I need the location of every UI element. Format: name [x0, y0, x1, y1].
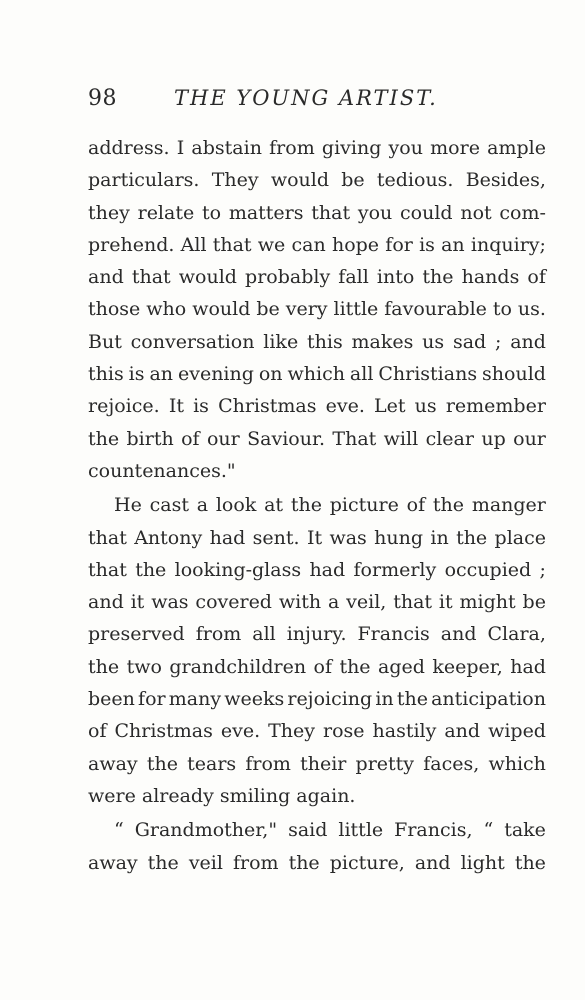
word: is [193, 395, 209, 418]
word: remember [445, 395, 546, 418]
line-text [114, 489, 546, 521]
word: that [393, 591, 433, 614]
word: our [206, 427, 240, 450]
line-text [88, 164, 546, 196]
word: hastily [372, 720, 437, 743]
word: sent. [252, 526, 300, 549]
word: from [232, 851, 279, 874]
word: can [291, 233, 326, 256]
word: they [88, 201, 130, 224]
word: and [444, 720, 481, 743]
word: clear [425, 427, 474, 450]
word: probably [245, 266, 331, 289]
word: that [311, 201, 351, 224]
word: pretty [355, 752, 415, 775]
word: Francis [357, 623, 430, 646]
word: covered [195, 591, 272, 614]
word: of [181, 427, 200, 450]
word: tedious. [376, 169, 454, 192]
word: those [88, 298, 141, 321]
word: ample [487, 137, 546, 159]
word: might [459, 591, 516, 614]
text-line [88, 489, 546, 521]
line-text [88, 390, 546, 422]
word: They [268, 720, 316, 743]
line-text [88, 651, 546, 683]
word: very [285, 298, 328, 321]
word: picture [329, 494, 399, 517]
text-line [88, 197, 546, 229]
word: abstain [191, 137, 262, 159]
word: us [422, 330, 445, 353]
word: rejoice. [88, 395, 160, 418]
word: in [375, 688, 394, 711]
line-text [88, 586, 546, 618]
word: said [288, 819, 328, 842]
word: He [114, 494, 142, 517]
word: that [131, 266, 171, 289]
word: They [211, 169, 259, 192]
word: a [327, 591, 340, 614]
word: is [419, 233, 435, 256]
word: hung [374, 526, 424, 549]
text-line [88, 748, 546, 780]
word: had [510, 655, 546, 678]
text-line [88, 229, 546, 261]
line-text [88, 522, 546, 554]
word: all [349, 363, 374, 386]
line-text [88, 618, 546, 650]
word: It [306, 526, 323, 549]
word: occupied [444, 558, 532, 581]
word: it [130, 591, 145, 614]
paragraph-3 [88, 814, 546, 879]
text-line [88, 261, 546, 293]
word: Christians [378, 363, 478, 386]
text-line [88, 618, 546, 650]
word: rejoicing [287, 688, 373, 711]
word: their [300, 752, 347, 775]
word: away [88, 752, 138, 775]
word: Clara, [487, 623, 546, 646]
word: ; [495, 330, 502, 353]
word: with [278, 591, 322, 614]
word: Let [374, 395, 406, 418]
line-text [88, 326, 546, 358]
word: the [146, 752, 178, 775]
line-text [88, 358, 546, 390]
word: you [357, 201, 393, 224]
word: prehend. [88, 233, 175, 256]
word: Francis, [394, 819, 473, 842]
word: the [422, 266, 454, 289]
paragraph-1 [88, 132, 546, 487]
text-line [88, 293, 546, 325]
word: would [270, 169, 329, 192]
word: be [522, 591, 546, 614]
word: hands [461, 266, 520, 289]
word: to [492, 298, 512, 321]
word: on [258, 363, 283, 386]
word: all [252, 623, 276, 646]
word: at [264, 494, 284, 517]
paragraph-2 [88, 489, 546, 812]
line-text [114, 814, 546, 846]
word: a [196, 494, 209, 517]
word: this [307, 330, 343, 353]
text-line [88, 390, 546, 422]
text-line [88, 455, 546, 487]
word: take [504, 819, 546, 842]
word: Christmas [114, 720, 213, 743]
word: injury. [286, 623, 347, 646]
word: picture, [329, 851, 405, 874]
word: more [430, 137, 480, 159]
page-header [88, 86, 548, 120]
word: of [313, 655, 332, 678]
word: cast [149, 494, 189, 517]
word: looking-glass [174, 558, 302, 581]
word: the [514, 851, 546, 874]
word: not [460, 201, 492, 224]
word: matters [228, 201, 304, 224]
text-line [88, 780, 546, 812]
word: manger [471, 494, 546, 517]
word: the [339, 655, 371, 678]
word: grandchildren [169, 655, 307, 678]
word: been [88, 688, 135, 711]
word: com- [499, 201, 546, 224]
line-text [88, 261, 546, 293]
body-text [88, 132, 546, 879]
line-text: countenances." [88, 459, 236, 482]
word: makes [351, 330, 414, 353]
word: you [388, 137, 423, 159]
text-line [88, 132, 546, 164]
word: relate [137, 201, 195, 224]
word: we [257, 233, 286, 256]
line-text [88, 229, 546, 261]
word: conversation [130, 330, 255, 353]
text-line [88, 522, 546, 554]
word: the [432, 494, 465, 517]
word: Christmas [218, 395, 317, 418]
text-line [88, 715, 546, 747]
line-text [88, 197, 546, 229]
word: fall [338, 266, 369, 289]
word: veil [188, 851, 223, 874]
line-text [88, 715, 546, 747]
text-line [88, 554, 546, 586]
word: away [88, 851, 138, 874]
word: had [309, 558, 346, 581]
word: was [329, 526, 367, 549]
word: address. [88, 137, 170, 159]
word: us. [517, 298, 546, 321]
word: Besides, [465, 169, 546, 192]
text-line [88, 683, 546, 715]
line-text [88, 423, 546, 455]
line-text [88, 132, 546, 164]
word: the [290, 494, 322, 517]
line-text [88, 748, 546, 780]
word: of [88, 720, 107, 743]
word: inquiry; [470, 233, 546, 256]
word: weeks [224, 688, 285, 711]
word: look [215, 494, 257, 517]
word: in [430, 526, 449, 549]
word: from [245, 752, 291, 775]
word: and [414, 851, 451, 874]
word: But [88, 330, 122, 353]
word: should [482, 363, 546, 386]
word: be [341, 169, 365, 192]
word: Antony [134, 526, 203, 549]
word: that [212, 233, 252, 256]
text-line [88, 586, 546, 618]
word: for [138, 688, 166, 711]
word: I [176, 137, 185, 159]
word: of [527, 266, 546, 289]
word: an [441, 233, 465, 256]
word: it [438, 591, 453, 614]
text-line [88, 423, 546, 455]
word: keeper, [432, 655, 503, 678]
word: the [396, 688, 428, 711]
word: place [494, 526, 546, 549]
word: All [180, 233, 207, 256]
word: who [146, 298, 187, 321]
word: faces, [423, 752, 480, 775]
word: evening [177, 363, 254, 386]
word: us [414, 395, 437, 418]
word: anticipation [431, 688, 546, 711]
word: could [400, 201, 453, 224]
word: into [376, 266, 415, 289]
word: tears [187, 752, 237, 775]
word: up [481, 427, 506, 450]
text-line [88, 326, 546, 358]
word: would [192, 298, 251, 321]
text-line [88, 814, 546, 846]
word: light [460, 851, 505, 874]
word: was [151, 591, 189, 614]
word: to [201, 201, 222, 224]
word: would [178, 266, 237, 289]
word: preserved [88, 623, 185, 646]
word: this [88, 363, 124, 386]
text-line [88, 847, 546, 879]
word: and [440, 623, 477, 646]
word: “ [114, 819, 124, 842]
word: that [88, 558, 127, 581]
word: many [168, 688, 222, 711]
word: formerly [353, 558, 437, 581]
page-number: 98 [88, 86, 117, 111]
word: Saviour. [247, 427, 326, 450]
word: the [288, 851, 320, 874]
word: “ [483, 819, 494, 842]
word: an [149, 363, 174, 386]
word: the [88, 655, 120, 678]
word: which [488, 752, 546, 775]
line-text [88, 554, 546, 586]
word: veil, [346, 591, 387, 614]
word: That [332, 427, 377, 450]
word: ; [539, 558, 546, 581]
word: little [333, 298, 379, 321]
word: from [195, 623, 242, 646]
word: It [168, 395, 184, 418]
word: will [383, 427, 419, 450]
text-line [88, 651, 546, 683]
word: eve. [325, 395, 365, 418]
word: wiped [488, 720, 546, 743]
line-text: were already smiling again. [88, 784, 356, 807]
word: rose [323, 720, 365, 743]
word: be [256, 298, 280, 321]
word: little [338, 819, 384, 842]
word: the [147, 851, 179, 874]
word: aged [378, 655, 425, 678]
word: sad [452, 330, 487, 353]
running-title: THE YOUNG ARTIST. [174, 86, 438, 110]
word: that [88, 526, 127, 549]
word: and [88, 591, 124, 614]
word: our [513, 427, 546, 450]
text-line [88, 164, 546, 196]
line-text [88, 293, 546, 325]
word: had [209, 526, 246, 549]
word: the [88, 427, 120, 450]
word: giving [321, 137, 382, 159]
word: and [88, 266, 124, 289]
word: particulars. [88, 169, 200, 192]
word: two [126, 655, 162, 678]
word: for [385, 233, 413, 256]
line-text [88, 847, 546, 879]
word: the [135, 558, 167, 581]
word: and [510, 330, 546, 353]
word: from [269, 137, 315, 159]
word: favourable [384, 298, 487, 321]
word: like [263, 330, 299, 353]
word: birth [126, 427, 174, 450]
text-line [88, 358, 546, 390]
word: which [287, 363, 345, 386]
word: is [128, 363, 145, 386]
word: eve. [220, 720, 261, 743]
word: Grandmother," [134, 819, 278, 842]
word: hope [331, 233, 380, 256]
word: the [456, 526, 488, 549]
word: of [406, 494, 426, 517]
line-text [88, 683, 546, 715]
